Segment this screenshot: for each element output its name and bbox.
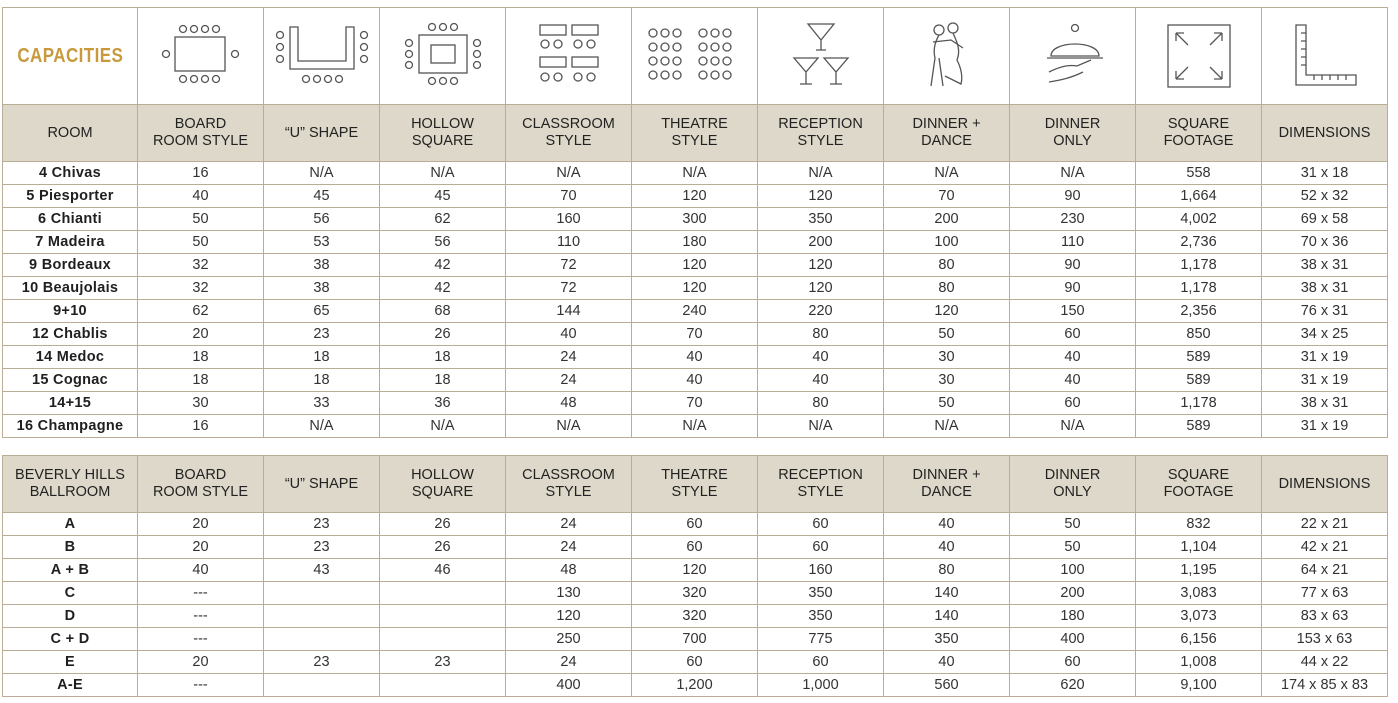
- title-cell: [3, 8, 138, 105]
- ballroom-body: [3, 513, 1388, 697]
- table-cell: 56: [264, 208, 380, 231]
- table-cell: 40: [884, 651, 1010, 674]
- table-cell: N/A: [264, 415, 380, 438]
- table-cell: 83 x 63: [1262, 605, 1388, 628]
- table-cell: 350: [758, 208, 884, 231]
- room-name-cell: 9+10: [3, 300, 138, 323]
- table-cell: 62: [380, 208, 506, 231]
- table-cell: 120: [506, 605, 632, 628]
- table-cell: 60: [1010, 651, 1136, 674]
- table-cell: 832: [1136, 513, 1262, 536]
- table-cell: ---: [138, 628, 264, 651]
- table-cell: 558: [1136, 162, 1262, 185]
- table-cell: 300: [632, 208, 758, 231]
- table-cell: 26: [380, 536, 506, 559]
- table-cell: 64 x 21: [1262, 559, 1388, 582]
- table-cell: 40: [884, 536, 1010, 559]
- table-cell: 350: [884, 628, 1010, 651]
- table-cell: 26: [380, 513, 506, 536]
- table-cell: 32: [138, 254, 264, 277]
- table-cell: 100: [884, 231, 1010, 254]
- table-row: [3, 185, 1388, 208]
- room-name-cell: 14+15: [3, 392, 138, 415]
- table-cell: 24: [506, 513, 632, 536]
- table-cell: 3,083: [1136, 582, 1262, 605]
- table-cell: 76 x 31: [1262, 300, 1388, 323]
- table-cell: 50: [138, 231, 264, 254]
- hollow-square-header: HOLLOW SQUARE: [380, 456, 506, 513]
- table-cell: N/A: [264, 162, 380, 185]
- table-cell: 24: [506, 346, 632, 369]
- table-cell: 20: [138, 651, 264, 674]
- hollow-square-icon: [395, 21, 491, 91]
- table-cell: 9,100: [1136, 674, 1262, 697]
- table-cell: 400: [1010, 628, 1136, 651]
- table-cell: 144: [506, 300, 632, 323]
- table-cell: 65: [264, 300, 380, 323]
- table-cell: 60: [1010, 323, 1136, 346]
- table-cell: 120: [758, 277, 884, 300]
- table-cell: 38 x 31: [1262, 392, 1388, 415]
- table-cell: 90: [1010, 277, 1136, 300]
- table-cell: 320: [632, 605, 758, 628]
- table-cell: 40: [138, 185, 264, 208]
- table-cell: 200: [1010, 582, 1136, 605]
- table-cell: 18: [138, 369, 264, 392]
- table-cell: 18: [380, 369, 506, 392]
- room-name-cell: 10 Beaujolais: [3, 277, 138, 300]
- board-room-header: BOARD ROOM STYLE: [138, 105, 264, 162]
- room-name-cell: 4 Chivas: [3, 162, 138, 185]
- table-cell: 70: [632, 392, 758, 415]
- table-cell: 850: [1136, 323, 1262, 346]
- table-cell: 80: [884, 254, 1010, 277]
- table-cell: ---: [138, 605, 264, 628]
- room-name-cell: 16 Champagne: [3, 415, 138, 438]
- table-cell: 320: [632, 582, 758, 605]
- room-name-cell: 5 Piesporter: [3, 185, 138, 208]
- table-cell: 60: [1010, 392, 1136, 415]
- table-cell: 22 x 21: [1262, 513, 1388, 536]
- table-cell: 220: [758, 300, 884, 323]
- table-cell: 72: [506, 277, 632, 300]
- table-cell: 40: [758, 369, 884, 392]
- table-cell: N/A: [1010, 162, 1136, 185]
- table-cell: [380, 674, 506, 697]
- table-cell: N/A: [758, 162, 884, 185]
- table-cell: 90: [1010, 254, 1136, 277]
- table-cell: 775: [758, 628, 884, 651]
- table-cell: 4,002: [1136, 208, 1262, 231]
- dinner-dance-header: DINNER + DANCE: [884, 456, 1010, 513]
- table-cell: 120: [632, 185, 758, 208]
- table-cell: 23: [264, 513, 380, 536]
- table-row: [3, 536, 1388, 559]
- table-cell: N/A: [380, 162, 506, 185]
- table-cell: 32: [138, 277, 264, 300]
- table-cell: 23: [264, 323, 380, 346]
- u-shape-icon: [272, 21, 372, 91]
- table-cell: 200: [758, 231, 884, 254]
- table-cell: 24: [506, 536, 632, 559]
- table-cell: 80: [884, 559, 1010, 582]
- table-cell: [264, 628, 380, 651]
- room-name-cell: A-E: [3, 674, 138, 697]
- dinner-dance-icon: [917, 20, 977, 92]
- table-cell: 42 x 21: [1262, 536, 1388, 559]
- table-cell: 50: [1010, 513, 1136, 536]
- table-cell: 23: [264, 536, 380, 559]
- table-row: [3, 208, 1388, 231]
- room-name-cell: 15 Cognac: [3, 369, 138, 392]
- square-footage-header: SQUARE FOOTAGE: [1136, 105, 1262, 162]
- u-shape-header: “U” SHAPE: [264, 105, 380, 162]
- board-room-icon-cell: [138, 8, 264, 105]
- table-cell: 26: [380, 323, 506, 346]
- table-cell: 72: [506, 254, 632, 277]
- theatre-header: THEATRE STYLE: [632, 456, 758, 513]
- table-cell: 110: [1010, 231, 1136, 254]
- dimensions-icon: [1290, 23, 1360, 89]
- table-cell: 1,664: [1136, 185, 1262, 208]
- table-cell: 20: [138, 536, 264, 559]
- table-cell: 62: [138, 300, 264, 323]
- table-row: [3, 582, 1388, 605]
- table-cell: 31 x 19: [1262, 369, 1388, 392]
- table-cell: 100: [1010, 559, 1136, 582]
- table-row: [3, 323, 1388, 346]
- table-cell: N/A: [884, 415, 1010, 438]
- square-footage-icon-cell: [1136, 8, 1262, 105]
- table-cell: 240: [632, 300, 758, 323]
- table-row: [3, 513, 1388, 536]
- table-cell: 160: [506, 208, 632, 231]
- table-cell: N/A: [758, 415, 884, 438]
- table-cell: 53: [264, 231, 380, 254]
- table-row: [3, 628, 1388, 651]
- table-cell: 52 x 32: [1262, 185, 1388, 208]
- table-cell: 77 x 63: [1262, 582, 1388, 605]
- table-cell: 130: [506, 582, 632, 605]
- table-cell: 140: [884, 605, 1010, 628]
- table-cell: 350: [758, 605, 884, 628]
- table-cell: 120: [758, 254, 884, 277]
- table-cell: 230: [1010, 208, 1136, 231]
- table-cell: 200: [884, 208, 1010, 231]
- table-cell: 42: [380, 277, 506, 300]
- table-cell: 48: [506, 392, 632, 415]
- table-cell: 1,008: [1136, 651, 1262, 674]
- room-name-cell: C + D: [3, 628, 138, 651]
- table-cell: 20: [138, 323, 264, 346]
- table-cell: 24: [506, 651, 632, 674]
- table-cell: 1,200: [632, 674, 758, 697]
- page-title: CAPACITIES: [17, 44, 123, 67]
- table-cell: 50: [884, 392, 1010, 415]
- table-cell: 38 x 31: [1262, 254, 1388, 277]
- table-cell: N/A: [506, 415, 632, 438]
- table-cell: 2,356: [1136, 300, 1262, 323]
- dinner-dance-header: DINNER + DANCE: [884, 105, 1010, 162]
- table-cell: 16: [138, 162, 264, 185]
- theatre-header: THEATRE STYLE: [632, 105, 758, 162]
- table-cell: 68: [380, 300, 506, 323]
- table-cell: 18: [264, 346, 380, 369]
- table-cell: 69 x 58: [1262, 208, 1388, 231]
- table-cell: 2,736: [1136, 231, 1262, 254]
- table-cell: 120: [632, 559, 758, 582]
- table-cell: 18: [380, 346, 506, 369]
- table-cell: 120: [632, 254, 758, 277]
- reception-icon-cell: [758, 8, 884, 105]
- table-cell: N/A: [1010, 415, 1136, 438]
- table-cell: 46: [380, 559, 506, 582]
- table-cell: 50: [138, 208, 264, 231]
- table-cell: 60: [758, 651, 884, 674]
- table-cell: [380, 582, 506, 605]
- table-cell: 33: [264, 392, 380, 415]
- table-cell: 160: [758, 559, 884, 582]
- room-name-cell: A: [3, 513, 138, 536]
- table-cell: 3,073: [1136, 605, 1262, 628]
- table-row: [3, 162, 1388, 185]
- hollow-square-icon-cell: [380, 8, 506, 105]
- reception-icon: [786, 20, 856, 92]
- table-cell: 42: [380, 254, 506, 277]
- table-cell: 34 x 25: [1262, 323, 1388, 346]
- table-cell: 40: [506, 323, 632, 346]
- table-cell: 20: [138, 513, 264, 536]
- dinner-dance-icon-cell: [884, 8, 1010, 105]
- table-cell: 31 x 18: [1262, 162, 1388, 185]
- dimensions-icon-cell: [1262, 8, 1388, 105]
- table-row: [3, 300, 1388, 323]
- table-cell: 40: [632, 346, 758, 369]
- table-cell: 589: [1136, 369, 1262, 392]
- table-cell: 140: [884, 582, 1010, 605]
- table-cell: N/A: [506, 162, 632, 185]
- room-name-cell: A + B: [3, 559, 138, 582]
- table-cell: 48: [506, 559, 632, 582]
- table-cell: 70: [884, 185, 1010, 208]
- table-cell: 560: [884, 674, 1010, 697]
- table-cell: 50: [1010, 536, 1136, 559]
- table-cell: N/A: [380, 415, 506, 438]
- table-cell: 250: [506, 628, 632, 651]
- table-cell: 1,178: [1136, 277, 1262, 300]
- table-cell: [380, 605, 506, 628]
- board-room-icon: [153, 21, 249, 91]
- dinner-only-header: DINNER ONLY: [1010, 456, 1136, 513]
- table-cell: 90: [1010, 185, 1136, 208]
- room-name-cell: 12 Chablis: [3, 323, 138, 346]
- u-shape-icon-cell: [264, 8, 380, 105]
- room-name-cell: D: [3, 605, 138, 628]
- table-row: [3, 277, 1388, 300]
- classroom-icon: [534, 21, 604, 91]
- table-cell: ---: [138, 582, 264, 605]
- table-cell: 589: [1136, 415, 1262, 438]
- table-cell: 1,000: [758, 674, 884, 697]
- room-name-cell: 14 Medoc: [3, 346, 138, 369]
- table-cell: [264, 582, 380, 605]
- table-cell: 6,156: [1136, 628, 1262, 651]
- table-cell: [264, 674, 380, 697]
- table-cell: 1,104: [1136, 536, 1262, 559]
- table-cell: 70 x 36: [1262, 231, 1388, 254]
- table-cell: 60: [758, 513, 884, 536]
- rooms-capacity-table: [2, 7, 1388, 438]
- table-cell: 70: [632, 323, 758, 346]
- table-row: [3, 559, 1388, 582]
- room-name-cell: C: [3, 582, 138, 605]
- table-cell: 40: [1010, 346, 1136, 369]
- table-cell: 56: [380, 231, 506, 254]
- table-cell: 36: [380, 392, 506, 415]
- table-cell: 23: [264, 651, 380, 674]
- classroom-icon-cell: [506, 8, 632, 105]
- table-row: [3, 254, 1388, 277]
- table-cell: 60: [632, 651, 758, 674]
- table-cell: N/A: [884, 162, 1010, 185]
- dimensions-header: DIMENSIONS: [1262, 105, 1388, 162]
- table-cell: 43: [264, 559, 380, 582]
- table-cell: 180: [1010, 605, 1136, 628]
- table-cell: 80: [884, 277, 1010, 300]
- table-cell: 150: [1010, 300, 1136, 323]
- table-cell: 80: [758, 392, 884, 415]
- table-cell: 16: [138, 415, 264, 438]
- ballroom-capacity-table: [2, 455, 1388, 697]
- table-cell: 38 x 31: [1262, 277, 1388, 300]
- table-row: [3, 415, 1388, 438]
- square-footage-icon: [1166, 23, 1232, 89]
- board-room-header: BOARD ROOM STYLE: [138, 456, 264, 513]
- table-cell: [264, 605, 380, 628]
- table-cell: 700: [632, 628, 758, 651]
- table-cell: 70: [506, 185, 632, 208]
- table-cell: 45: [264, 185, 380, 208]
- reception-header: RECEPTION STYLE: [758, 456, 884, 513]
- table-cell: 23: [380, 651, 506, 674]
- table-cell: 31 x 19: [1262, 415, 1388, 438]
- dinner-only-header: DINNER ONLY: [1010, 105, 1136, 162]
- table-cell: 40: [632, 369, 758, 392]
- table-row: [3, 605, 1388, 628]
- rooms-body: [3, 162, 1388, 438]
- table-cell: 400: [506, 674, 632, 697]
- room-name-cell: 6 Chianti: [3, 208, 138, 231]
- table-row: [3, 674, 1388, 697]
- table-cell: 110: [506, 231, 632, 254]
- table-cell: 45: [380, 185, 506, 208]
- dinner-only-icon: [1041, 20, 1105, 92]
- hollow-square-header: HOLLOW SQUARE: [380, 105, 506, 162]
- table-row: [3, 392, 1388, 415]
- table-cell: 620: [1010, 674, 1136, 697]
- table-cell: 174 x 85 x 83: [1262, 674, 1388, 697]
- table-cell: 40: [884, 513, 1010, 536]
- table-cell: 30: [138, 392, 264, 415]
- table-cell: 1,195: [1136, 559, 1262, 582]
- ballroom-header-row: [3, 456, 1388, 513]
- table-cell: 44 x 22: [1262, 651, 1388, 674]
- room-name-cell: E: [3, 651, 138, 674]
- table-cell: 50: [884, 323, 1010, 346]
- table-cell: 120: [632, 277, 758, 300]
- table-cell: 30: [884, 346, 1010, 369]
- table-cell: 60: [632, 536, 758, 559]
- table-cell: 1,178: [1136, 254, 1262, 277]
- table-cell: 153 x 63: [1262, 628, 1388, 651]
- rooms-header-row: [3, 105, 1388, 162]
- table-cell: 80: [758, 323, 884, 346]
- table-cell: 120: [884, 300, 1010, 323]
- table-cell: N/A: [632, 162, 758, 185]
- room-header: ROOM: [3, 105, 138, 162]
- theatre-icon-cell: [632, 8, 758, 105]
- dimensions-header: DIMENSIONS: [1262, 456, 1388, 513]
- table-cell: 120: [758, 185, 884, 208]
- classroom-header: CLASSROOM STYLE: [506, 456, 632, 513]
- table-cell: 18: [264, 369, 380, 392]
- room-name-cell: 9 Bordeaux: [3, 254, 138, 277]
- room-name-cell: B: [3, 536, 138, 559]
- table-cell: 350: [758, 582, 884, 605]
- table-cell: 31 x 19: [1262, 346, 1388, 369]
- table-cell: 38: [264, 277, 380, 300]
- square-footage-header: SQUARE FOOTAGE: [1136, 456, 1262, 513]
- table-cell: 38: [264, 254, 380, 277]
- table-cell: ---: [138, 674, 264, 697]
- table-cell: 18: [138, 346, 264, 369]
- table-cell: 60: [632, 513, 758, 536]
- table-cell: 30: [884, 369, 1010, 392]
- classroom-header: CLASSROOM STYLE: [506, 105, 632, 162]
- table-cell: [380, 628, 506, 651]
- table-cell: 40: [1010, 369, 1136, 392]
- table-cell: 40: [758, 346, 884, 369]
- reception-header: RECEPTION STYLE: [758, 105, 884, 162]
- table-row: [3, 231, 1388, 254]
- theatre-icon: [645, 25, 745, 87]
- table-row: [3, 651, 1388, 674]
- table-cell: 180: [632, 231, 758, 254]
- table-cell: 24: [506, 369, 632, 392]
- table-row: [3, 369, 1388, 392]
- ballroom-header: BEVERLY HILLS BALLROOM: [3, 456, 138, 513]
- dinner-only-icon-cell: [1010, 8, 1136, 105]
- table-cell: N/A: [632, 415, 758, 438]
- icon-row: [3, 8, 1388, 105]
- table-cell: 1,178: [1136, 392, 1262, 415]
- room-name-cell: 7 Madeira: [3, 231, 138, 254]
- u-shape-header: “U” SHAPE: [264, 456, 380, 513]
- table-row: [3, 346, 1388, 369]
- table-cell: 60: [758, 536, 884, 559]
- table-cell: 589: [1136, 346, 1262, 369]
- table-cell: 40: [138, 559, 264, 582]
